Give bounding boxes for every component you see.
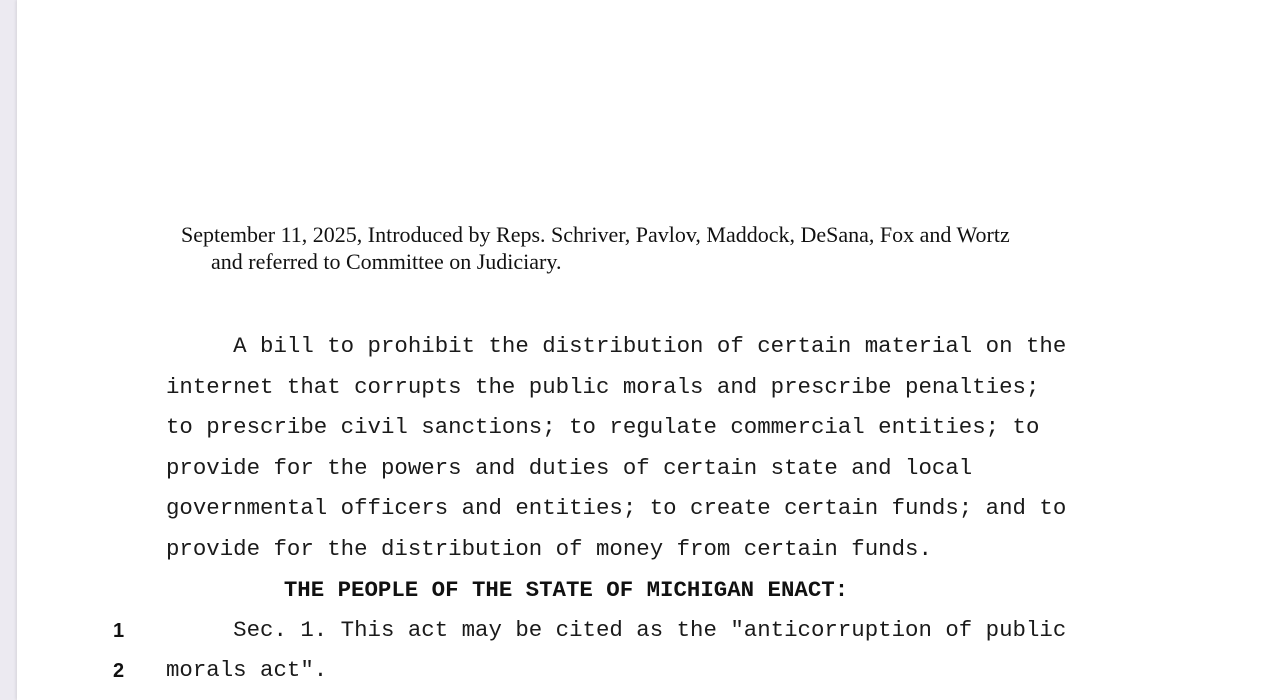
introduction-line-2: and referred to Committee on Judiciary. [211, 249, 562, 274]
document-page [17, 0, 1271, 700]
introduction-line-1: September 11, 2025, Introduced by Reps. Schriver, Pavlov, Maddock, DeSana, Fox and Wortz [181, 222, 1010, 247]
line-number: 2 [113, 660, 125, 682]
bill-title-line-4: provide for the powers and duties of certain state and local [166, 455, 973, 481]
body-line: Sec. 1. This act may be cited as the "anticorruption of public [166, 617, 1067, 643]
line-number: 1 [113, 620, 125, 642]
body-line: morals act". [166, 657, 328, 683]
bill-title-line-5: governmental officers and entities; to create certain funds; and to [166, 495, 1067, 521]
enacting-clause: THE PEOPLE OF THE STATE OF MICHIGAN ENACT: [283, 577, 849, 603]
bill-title-line-1: A bill to prohibit the distribution of certain material on the [166, 333, 1067, 359]
bill-title-line-3: to prescribe civil sanctions; to regulate commercial entities; to [166, 414, 1040, 440]
introduction-note [181, 221, 1141, 275]
bill-title-line-6: provide for the distribution of money from certain funds. [166, 536, 932, 562]
bill-title-line-2: internet that corrupts the public morals and prescribe penalties; [166, 374, 1040, 400]
